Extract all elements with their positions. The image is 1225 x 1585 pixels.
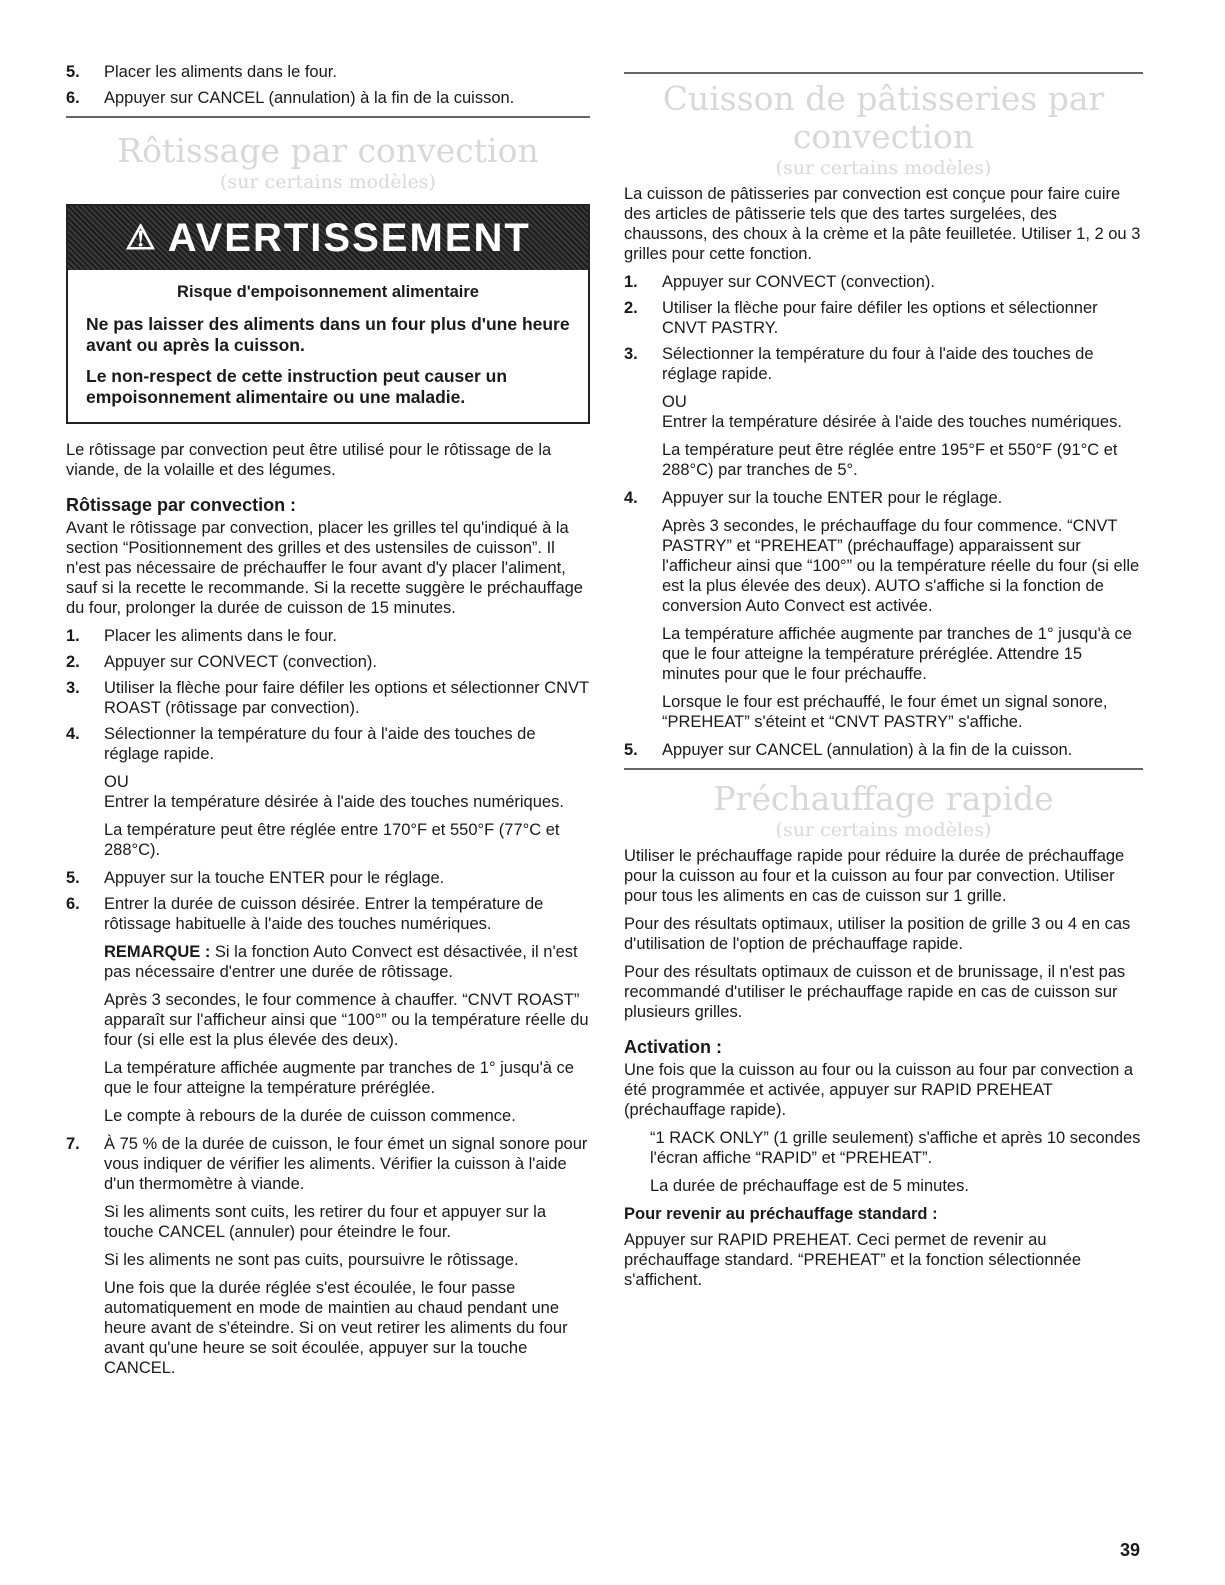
subsection-heading: Pour revenir au préchauffage standard :: [624, 1205, 938, 1223]
step-number: 6.: [66, 895, 80, 913]
step-text: La température peut être réglée entre 170°F et 550°F (77°C et 288°C).: [104, 821, 560, 859]
step-number: 1.: [624, 273, 638, 291]
step-number: 3.: [624, 345, 638, 363]
list-item: [66, 678, 590, 718]
step-text: À 75 % de la durée de cuisson, le four émet un signal sonore pour vous indiquer de vérifier les aliments. Vérifier la cuisson à l'aide d'un thermomètre à viande.: [104, 1135, 588, 1193]
paragraph: La durée de préchauffage est de 5 minutes.: [650, 1177, 969, 1195]
page-number: 39: [1119, 1540, 1140, 1560]
note-label: REMARQUE :: [104, 943, 211, 961]
step-text: Appuyer sur CANCEL (annulation) à la fin de la cuisson.: [662, 741, 1073, 759]
step-number: 5.: [624, 741, 638, 759]
list-item: [66, 62, 590, 82]
warning-risk: Risque d'empoisonnement alimentaire: [177, 283, 479, 301]
warning-body: [68, 270, 588, 422]
right-column: [624, 62, 1143, 1298]
subsection-heading: Rôtissage par convection :: [66, 495, 297, 515]
list-item: [624, 272, 1143, 292]
section-title-convection-pastry: Cuisson de pâtisseries par convection: [662, 79, 1105, 156]
warning-triangle-icon: ⚠: [125, 219, 158, 257]
note-text: Si la fonction Auto Convect est désactivée, il n'est pas nécessaire d'entrer une durée de rôtissage.: [104, 943, 578, 981]
paragraph: Pour des résultats optimaux, utiliser la position de grille 3 ou 4 en cas d'utilisation de l'option de préchauffage rapide.: [624, 915, 1131, 953]
indented-block: [624, 1128, 1143, 1196]
warning-line: Le non-respect de cette instruction peut causer un empoisonnement alimentaire ou une maladie.: [86, 366, 508, 407]
list-item: [66, 626, 590, 646]
step-text: Entrer la température désirée à l'aide des touches numériques.: [662, 413, 1122, 431]
paragraph: Appuyer sur RAPID PREHEAT. Ceci permet de revenir au préchauffage standard. “PREHEAT” et la fonction sélectionnée s'affichent.: [624, 1231, 1082, 1289]
list-item: [66, 88, 590, 108]
step-text: Appuyer sur la touche ENTER pour le réglage.: [662, 489, 1003, 507]
section-divider: [66, 116, 590, 118]
warning-banner: [68, 206, 588, 270]
step-or: OU: [104, 773, 129, 791]
step-text: Une fois que la durée réglée s'est écoulée, le four passe automatiquement en mode de maintien au chaud pendant une heure avant de s'éteindre. Si on veut retirer les aliments du four avant qu'une heure se soit écoulée, appuyer sur la touche CANCEL.: [104, 1279, 568, 1377]
continued-steps-list: [66, 62, 590, 108]
paragraph: Une fois que la cuisson au four ou la cuisson au four par convection a été programmée et activée, appuyer sur RAPID PREHEAT (préchauffage rapide).: [624, 1061, 1134, 1119]
warning-line: Ne pas laisser des aliments dans un four plus d'une heure avant ou après la cuisson.: [86, 314, 570, 355]
step-number: 3.: [66, 679, 80, 697]
step-note: [104, 942, 590, 982]
subsection-intro: Avant le rôtissage par convection, placer les grilles tel qu'indiqué à la section “Positionnement des grilles et des ustensiles de cuisson”. Il n'est pas nécessaire de préchauffer le four avant d'y placer l'aliment, sauf si la recette le recommande. Si la recette suggère le préchauffage du four, prolonger la durée de cuisson de 15 minutes.: [66, 519, 583, 617]
step-number: 5.: [66, 63, 80, 81]
step-text: Placer les aliments dans le four.: [104, 63, 337, 81]
list-item: [66, 894, 590, 1126]
convection-roast-steps: [66, 626, 590, 1378]
list-item: [624, 298, 1143, 338]
convection-pastry-steps: [624, 272, 1143, 760]
warning-box: [66, 204, 590, 424]
step-text: Si les aliments sont cuits, les retirer du four et appuyer sur la touche CANCEL (annuler) pour éteindre le four.: [104, 1203, 547, 1241]
step-text: Placer les aliments dans le four.: [104, 627, 337, 645]
step-text: Lorsque le four est préchauffé, le four émet un signal sonore, “PREHEAT” s'éteint et “CNVT PASTRY” s'affiche.: [662, 693, 1108, 731]
step-text: Appuyer sur CANCEL (annulation) à la fin de la cuisson.: [104, 89, 515, 107]
step-text: Appuyer sur CONVECT (convection).: [662, 273, 935, 291]
step-number: 4.: [66, 725, 80, 743]
list-item: [624, 740, 1143, 760]
section-intro: Le rôtissage par convection peut être utilisé pour le rôtissage de la viande, de la volaille et des légumes.: [66, 441, 552, 479]
section-subtitle: (sur certains modèles): [775, 819, 992, 841]
step-text: La température peut être réglée entre 195°F et 550°F (91°C et 288°C) par tranches de 5°.: [662, 441, 1118, 479]
step-text: Appuyer sur CONVECT (convection).: [104, 653, 377, 671]
list-item: [66, 1134, 590, 1378]
section-title-rapid-preheat: Préchauffage rapide: [713, 779, 1054, 818]
step-text: Entrer la température désirée à l'aide des touches numériques.: [104, 793, 564, 811]
section-subtitle: (sur certains modèles): [775, 157, 992, 179]
step-text: Utiliser la flèche pour faire défiler les options et sélectionner CNVT ROAST (rôtissage par convection).: [104, 679, 589, 717]
step-text: Si les aliments ne sont pas cuits, poursuivre le rôtissage.: [104, 1251, 519, 1269]
step-text: Sélectionner la température du four à l'aide des touches de réglage rapide.: [662, 345, 1094, 383]
step-number: 2.: [624, 299, 638, 317]
list-item: [66, 868, 590, 888]
step-number: 7.: [66, 1135, 80, 1153]
step-text: Utiliser la flèche pour faire défiler les options et sélectionner CNVT PASTRY.: [662, 299, 1098, 337]
section-divider: [624, 768, 1143, 770]
subsection-heading: Activation :: [624, 1037, 723, 1057]
step-text: Sélectionner la température du four à l'aide des touches de réglage rapide.: [104, 725, 536, 763]
left-column: [66, 62, 590, 1386]
step-text: Après 3 secondes, le préchauffage du four commence. “CNVT PASTRY” et “PREHEAT” (préchauffage) apparaissent sur l'afficheur ainsi que “100°” ou la température réelle du four (si elle est la plus élevée des deux). AUTO s'affiche si la fonction de conversion Auto Convect est activée.: [662, 517, 1140, 615]
step-number: 4.: [624, 489, 638, 507]
step-text: La température affichée augmente par tranches de 1° jusqu'à ce que le four atteigne la température préréglée.: [104, 1059, 574, 1097]
step-number: 1.: [66, 627, 80, 645]
step-text: La température affichée augmente par tranches de 1° jusqu'à ce que le four atteigne la température préréglée. Attendre 15 minutes pour que le four préchauffe.: [662, 625, 1132, 683]
step-number: 5.: [66, 869, 80, 887]
list-item: [66, 652, 590, 672]
section-title-convection-roast: Rôtissage par convection: [117, 131, 539, 170]
step-text: Après 3 secondes, le four commence à chauffer. “CNVT ROAST” apparaît sur l'afficheur ainsi que “100°” ou la température réelle du four (si elle est la plus élevée des deux).: [104, 991, 589, 1049]
paragraph: Utiliser le préchauffage rapide pour réduire la durée de préchauffage pour la cuisson au four et la cuisson au four par convection. Utiliser pour tous les aliments en cas de cuisson sur 1 grille.: [624, 847, 1125, 905]
list-item: [624, 344, 1143, 480]
step-text: Le compte à rebours de la durée de cuisson commence.: [104, 1107, 516, 1125]
section-intro: La cuisson de pâtisseries par convection est conçue pour faire cuire des articles de pâtisserie tels que des tartes surgelées, des chaussons, des choux à la crème et la pâte feuilletée. Utiliser 1, 2 ou 3 grilles pour cette fonction.: [624, 185, 1141, 263]
step-number: 6.: [66, 89, 80, 107]
section-divider: [624, 72, 1143, 74]
list-item: [66, 724, 590, 860]
step-number: 2.: [66, 653, 80, 671]
paragraph: “1 RACK ONLY” (1 grille seulement) s'affiche et après 10 secondes l'écran affiche “RAPID” et “PREHEAT”.: [650, 1129, 1141, 1167]
step-or: OU: [662, 393, 687, 411]
list-item: [624, 488, 1143, 732]
warning-title: AVERTISSEMENT: [167, 215, 531, 260]
step-text: Entrer la durée de cuisson désirée. Entrer la température de rôtissage habituelle à l'aide des touches numériques.: [104, 895, 544, 933]
paragraph: Pour des résultats optimaux de cuisson et de brunissage, il n'est pas recommandé d'utiliser le préchauffage rapide en cas de cuisson sur plusieurs grilles.: [624, 963, 1126, 1021]
section-subtitle: (sur certains modèles): [220, 171, 436, 193]
step-text: Appuyer sur la touche ENTER pour le réglage.: [104, 869, 445, 887]
